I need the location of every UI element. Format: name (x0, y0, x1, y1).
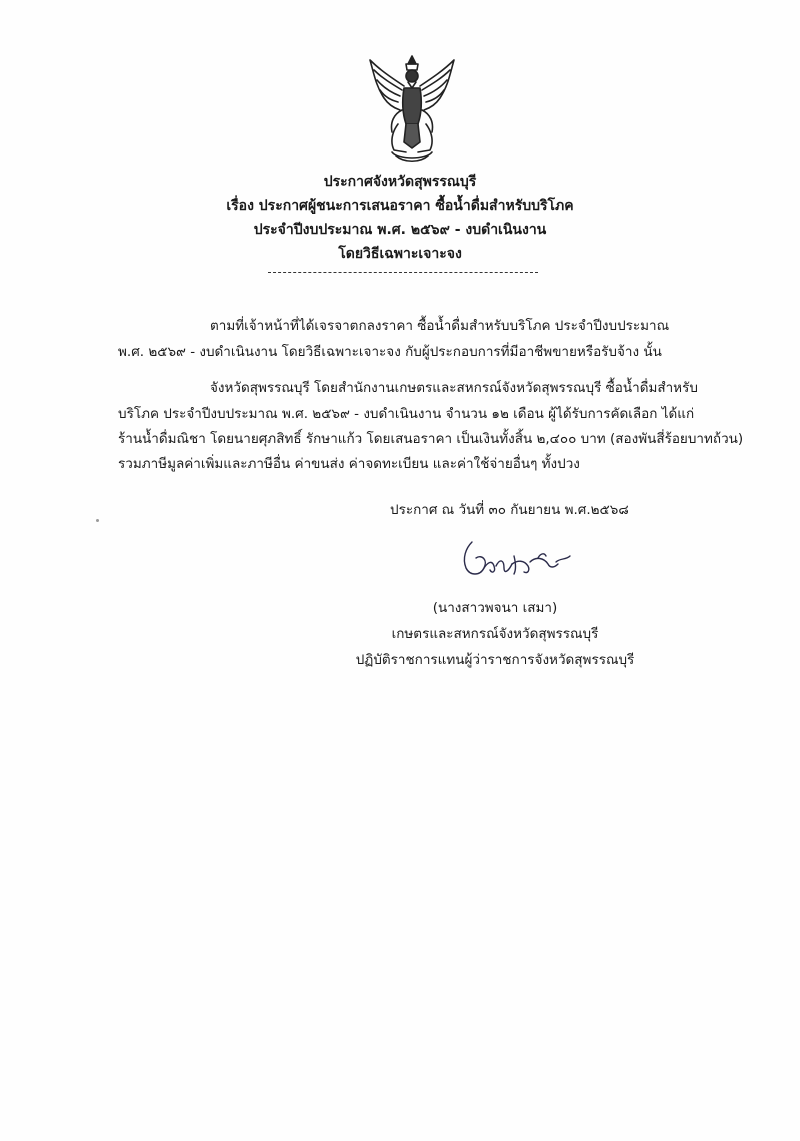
announcement-subject: เรื่อง ประกาศผู้ชนะการเสนอราคา ซื้อน้ำดื่มสำหรับบริโภค (226, 198, 574, 214)
fiscal-year-line: ประจำปีงบประมาณ พ.ศ. ๒๕๖๙ - งบดำเนินงาน (253, 222, 547, 238)
announcement-date: ประกาศ ณ วันที่ ๓๐ กันยายน พ.ศ.๒๕๖๘ (390, 502, 629, 518)
paragraph-2-line-1: จังหวัดสุพรรณบุรี โดยสำนักงานเกษตรและสหกรณ์จังหวัดสุพรรณบุรี ซื้อน้ำดื่มสำหรับ (210, 380, 698, 396)
procurement-method-line: โดยวิธีเฉพาะเจาะจง (338, 246, 462, 262)
paragraph-2-line-2: บริโภค ประจำปีงบประมาณ พ.ศ. ๒๕๖๙ - งบดำเนินงาน จำนวน ๑๒ เดือน ผู้ได้รับการคัดเลือก ได้แก่ (118, 406, 695, 422)
signatory-acting-position: ปฏิบัติราชการแทนผู้ว่าราชการจังหวัดสุพรรณบุรี (355, 652, 635, 668)
scan-speck (96, 519, 99, 522)
paragraph-1-line-2: พ.ศ. ๒๕๖๙ - งบดำเนินงาน โดยวิธีเฉพาะเจาะจง กับผู้ประกอบการที่มีอาชีพขายหรือรับจ้าง นั้น (118, 344, 662, 360)
paragraph-1-line-1: ตามที่เจ้าหน้าที่ได้เจรจาตกลงราคา ซื้อน้ำดื่มสำหรับบริโภค ประจำปีงบประมาณ (210, 318, 670, 334)
announcement-title: ประกาศจังหวัดสุพรรณบุรี (323, 174, 477, 190)
signatory-name: (นางสาวพจนา เสมา) (432, 600, 558, 616)
garuda-emblem-icon (362, 52, 462, 164)
handwritten-signature (458, 538, 576, 582)
signatory-position: เกษตรและสหกรณ์จังหวัดสุพรรณบุรี (391, 626, 599, 642)
paragraph-2-line-4: รวมภาษีมูลค่าเพิ่มและภาษีอื่น ค่าขนส่ง ค่าจดทะเบียน และค่าใช้จ่ายอื่นๆ ทั้งปวง (118, 456, 580, 472)
paragraph-2-line-3: ร้านน้ำดื่มณิชา โดยนายศุภสิทธิ์ รักษาแก้ว โดยเสนอราคา เป็นเงินทั้งสิ้น ๒,๔๐๐ บาท (สองพันสี่ร้อยบาทถ้วน) (118, 431, 744, 447)
header-divider (268, 272, 538, 273)
